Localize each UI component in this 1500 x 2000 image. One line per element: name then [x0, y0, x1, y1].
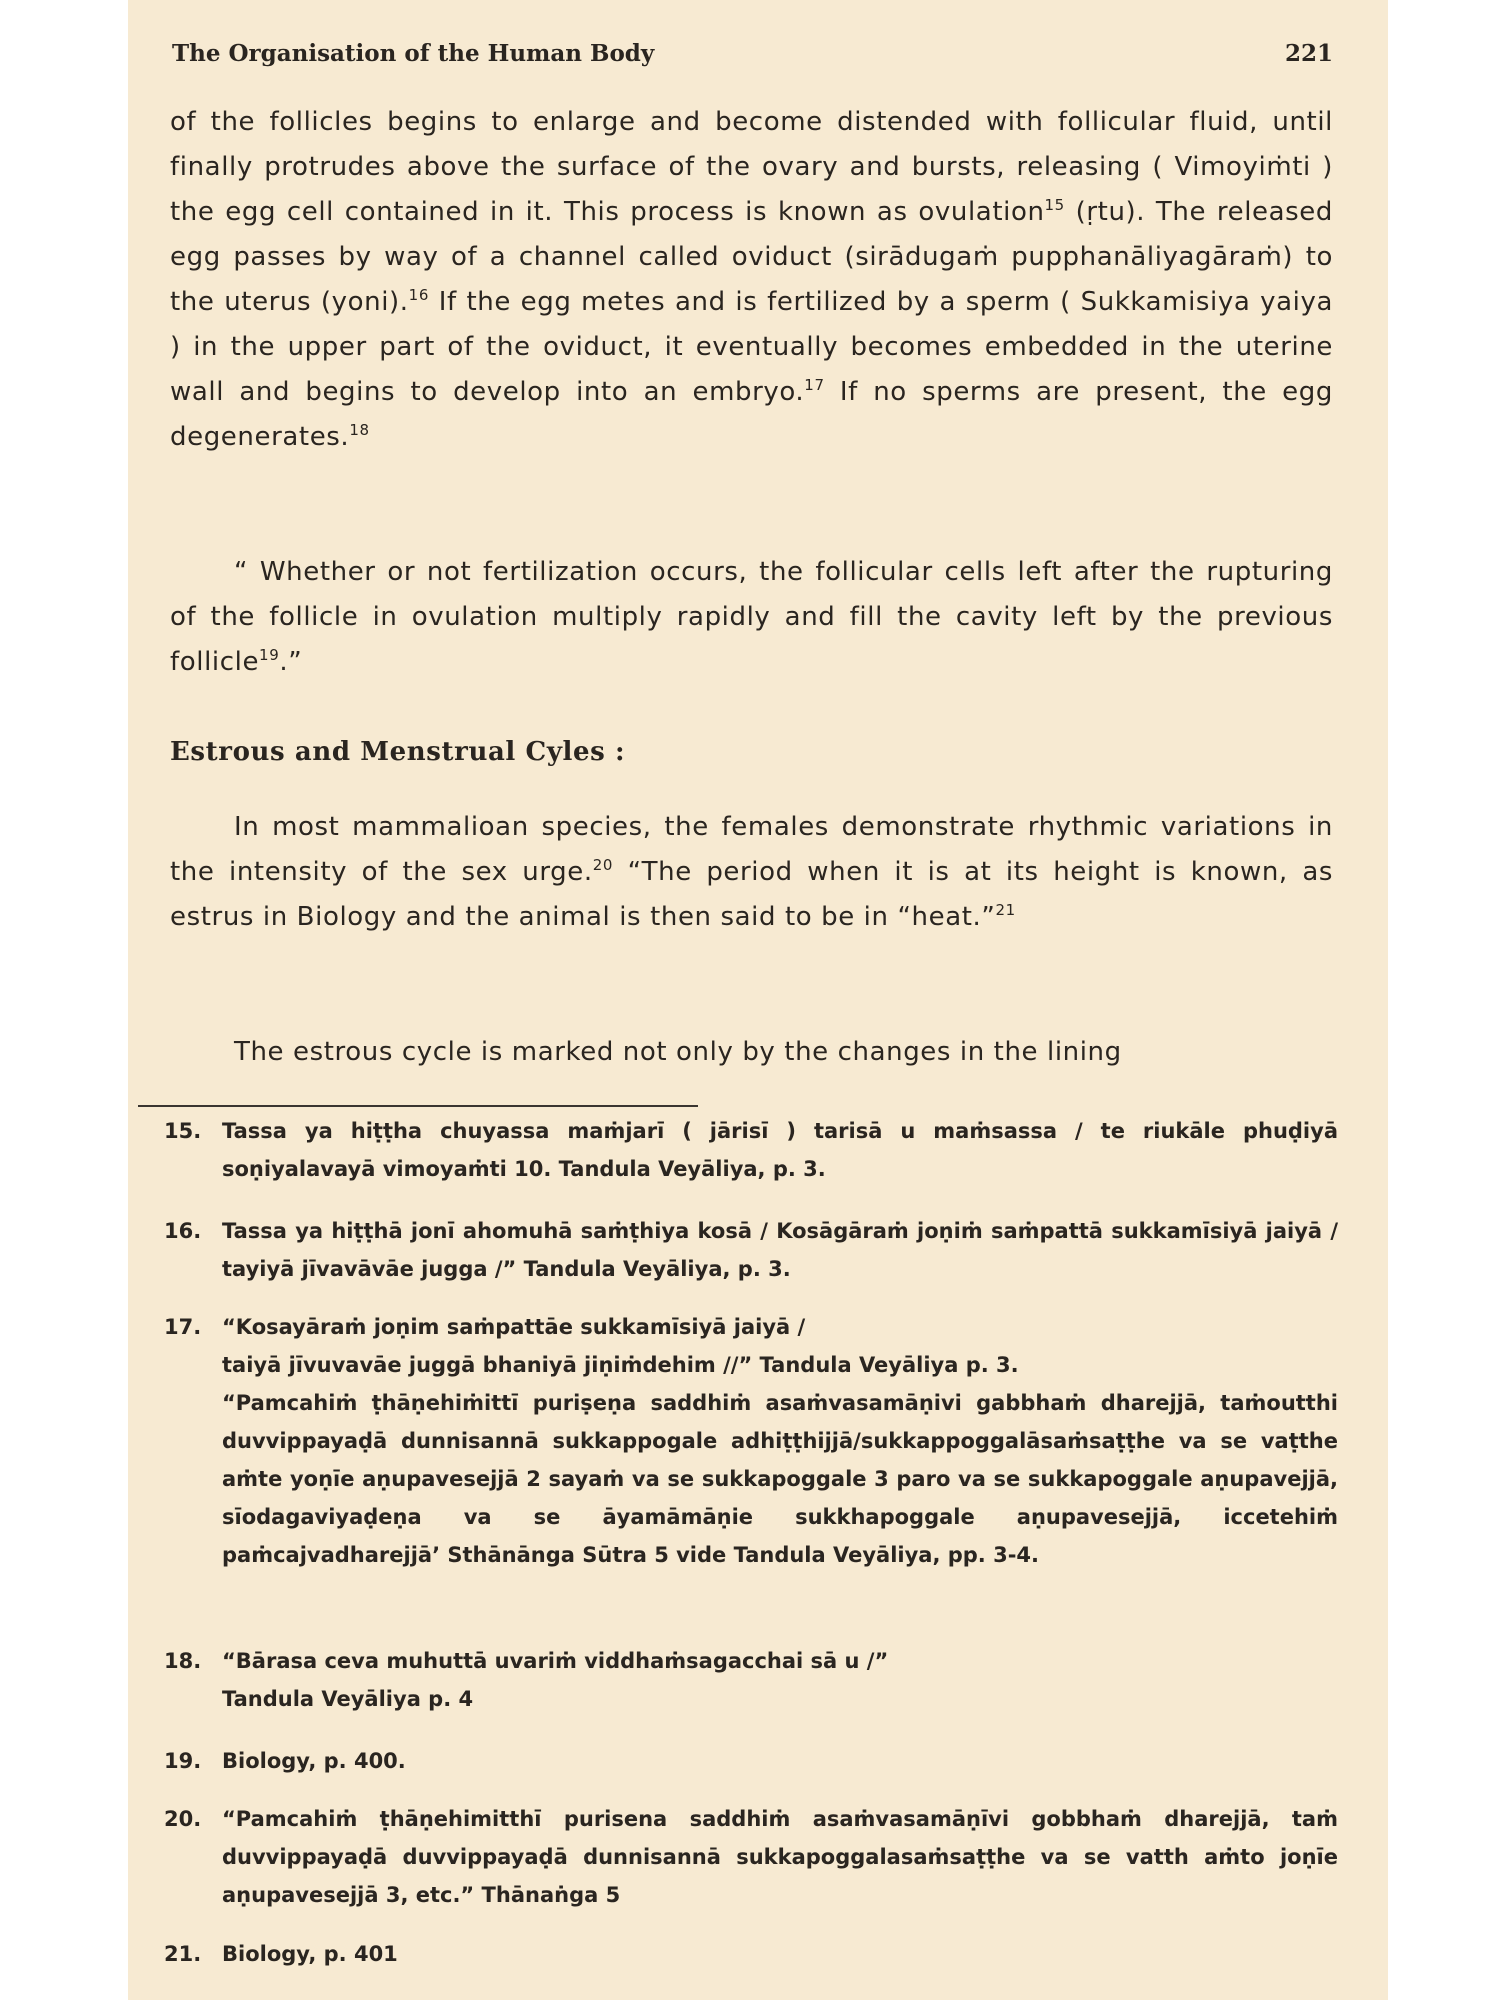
- footnote-number: 21.: [164, 1942, 202, 1966]
- main-text: [170, 100, 1333, 460]
- running-title: The Organisation of the Human Body: [172, 40, 655, 67]
- footnote-text: taiyā jīvuvavāe juggā bhaniyā jiṇiṁdehim //” Tandula Veyāliya p. 3.: [222, 1353, 1019, 1377]
- footnote-text: “Pamcahiṁ ṭhāṇehiṁittī puriṣeṇa saddhiṁ asaṁvasamāṇivi gabbhaṁ dharejjā, taṁoutthi duvvippayaḍā dunnisannā sukkappogale adhiṭṭhijjā/sukkappoggalāsaṁsaṭṭhe va se vaṭthe aṁte yoṇīe aṇupavesejjā 2 sayaṁ va se sukkapoggale 3 paro va se sukkapoggale aṇupavejjā, sīodagaviyaḍeṇa va se āyamāmāṇie sukkhapoggale aṇupavesejjā, iccetehiṁ paṁcajvadharejjā’ Sthānānga Sūtra 5 vide Tandula Veyāliya, pp. 3-4.: [222, 1391, 1338, 1567]
- footnote-text: “Pamcahiṁ ṭhāṇehimitthī purisena saddhiṁ asaṁvasamāṇīvi gobbhaṁ dharejjā, taṁ duvvippayaḍā duvvippayaḍā dunnisannā sukkapoggalasaṁsaṭṭhe va se vatth aṁto joṇīe aṇupavesejjā 3, etc.” Thānaṅga 5: [222, 1807, 1338, 1907]
- footnote-19: [164, 1742, 1338, 1780]
- paragraph-quote: “ Whether or not fertilization occurs, the follicular cells left after the rupturing of the follicle in ovulation multiply rapidly and fill the cavity left by the previous follicle$^{19}$.”: [170, 557, 1333, 677]
- footnote-15: [164, 1112, 1338, 1188]
- footnote-number: 16.: [164, 1219, 202, 1243]
- footnote-text: Biology, p. 400.: [222, 1749, 406, 1773]
- book-page: [128, 0, 1388, 2000]
- footnote-text: “Kosayāraṁ joṇim saṁpattāe sukkamīsiyā jaiyā /: [222, 1315, 806, 1339]
- section-heading-block: [170, 730, 1333, 775]
- footnote-ref: 18: [349, 421, 370, 439]
- footnote-divider: [138, 1105, 698, 1107]
- page-number: 221: [1284, 40, 1333, 67]
- footnote-ref: 15: [1044, 196, 1065, 214]
- estrous-text: [170, 805, 1333, 940]
- paragraph-estrus: In most mammalioan species, the females demonstrate rhythmic variations in the intensity of the sex urge.$^{20}$ “The period when it is at its height is known, as estrus in Biology and the animal is then said to be in “heat.”$^{21}$: [170, 812, 1333, 932]
- footnote-ref: 19: [259, 646, 280, 664]
- footnote-text: Biology, p. 401: [222, 1942, 398, 1966]
- footnote-ref: 16: [408, 286, 429, 304]
- footnote-text: “Bārasa ceva muhuttā uvariṁ viddhaṁsagacchai sā u /”: [222, 1649, 889, 1673]
- lining-text: [170, 1030, 1333, 1075]
- footnote-number: 15.: [164, 1119, 202, 1143]
- paragraph-estrous-cycle: The estrous cycle is marked not only by the changes in the lining: [234, 1037, 1122, 1067]
- footnote-text: Tassa ya hiṭṭhā jonī ahomuhā saṁṭhiya kosā / Kosāgāraṁ joṇiṁ saṁpattā sukkamīsiyā jaiyā / tayiyā jīvavāvāe jugga /” Tandula Veyāliya, p. 3.: [222, 1219, 1338, 1281]
- footnote-number: 18.: [164, 1649, 202, 1673]
- footnote-16: [164, 1212, 1338, 1288]
- footnote-20: [164, 1800, 1338, 1914]
- footnote-17: [164, 1308, 1338, 1574]
- footnote-number: 19.: [164, 1749, 202, 1773]
- running-header: [172, 40, 1333, 67]
- footnote-21: [164, 1935, 1338, 1973]
- footnote-ref: 17: [804, 376, 825, 394]
- footnote-text: Tassa ya hiṭṭha chuyassa maṁjarī ( jārisī ) tarisā u maṁsassa / te riukāle phuḍiyā soṇiyalavayā vimoyaṁti 10. Tandula Veyāliya, p. 3.: [222, 1119, 1338, 1181]
- paragraph-ovulation: of the follicles begins to enlarge and become distended with follicular fluid, until finally protrudes above the surface of the ovary and bursts, releasing ( Vimoyiṁti ) the egg cell contained in it. This process is known as ovulation$^{15}$ (ṛtu). The released egg passes by way of a channel called oviduct (sirādugaṁ pupphanāliyagāraṁ) to the uterus (yoni).$^{16}$ If the egg metes and is fertilized by a sperm ( Sukkamisiya yaiya ) in the upper part of the oviduct, it eventually becomes embedded in the uterine wall and begins to develop into an embryo.$^{17}$ If no sperms are present, the egg degenerates.$^{18}$: [170, 107, 1333, 452]
- section-heading: Estrous and Menstrual Cyles :: [170, 737, 626, 767]
- quote-text: [170, 550, 1333, 685]
- footnote-number: 17.: [164, 1315, 202, 1339]
- footnote-number: 20.: [164, 1807, 202, 1831]
- footnote-ref: 20: [592, 856, 614, 874]
- footnote-18: [164, 1642, 1338, 1718]
- footnote-ref: 21: [995, 901, 1016, 919]
- footnote-text: Tandula Veyāliya p. 4: [222, 1687, 474, 1711]
